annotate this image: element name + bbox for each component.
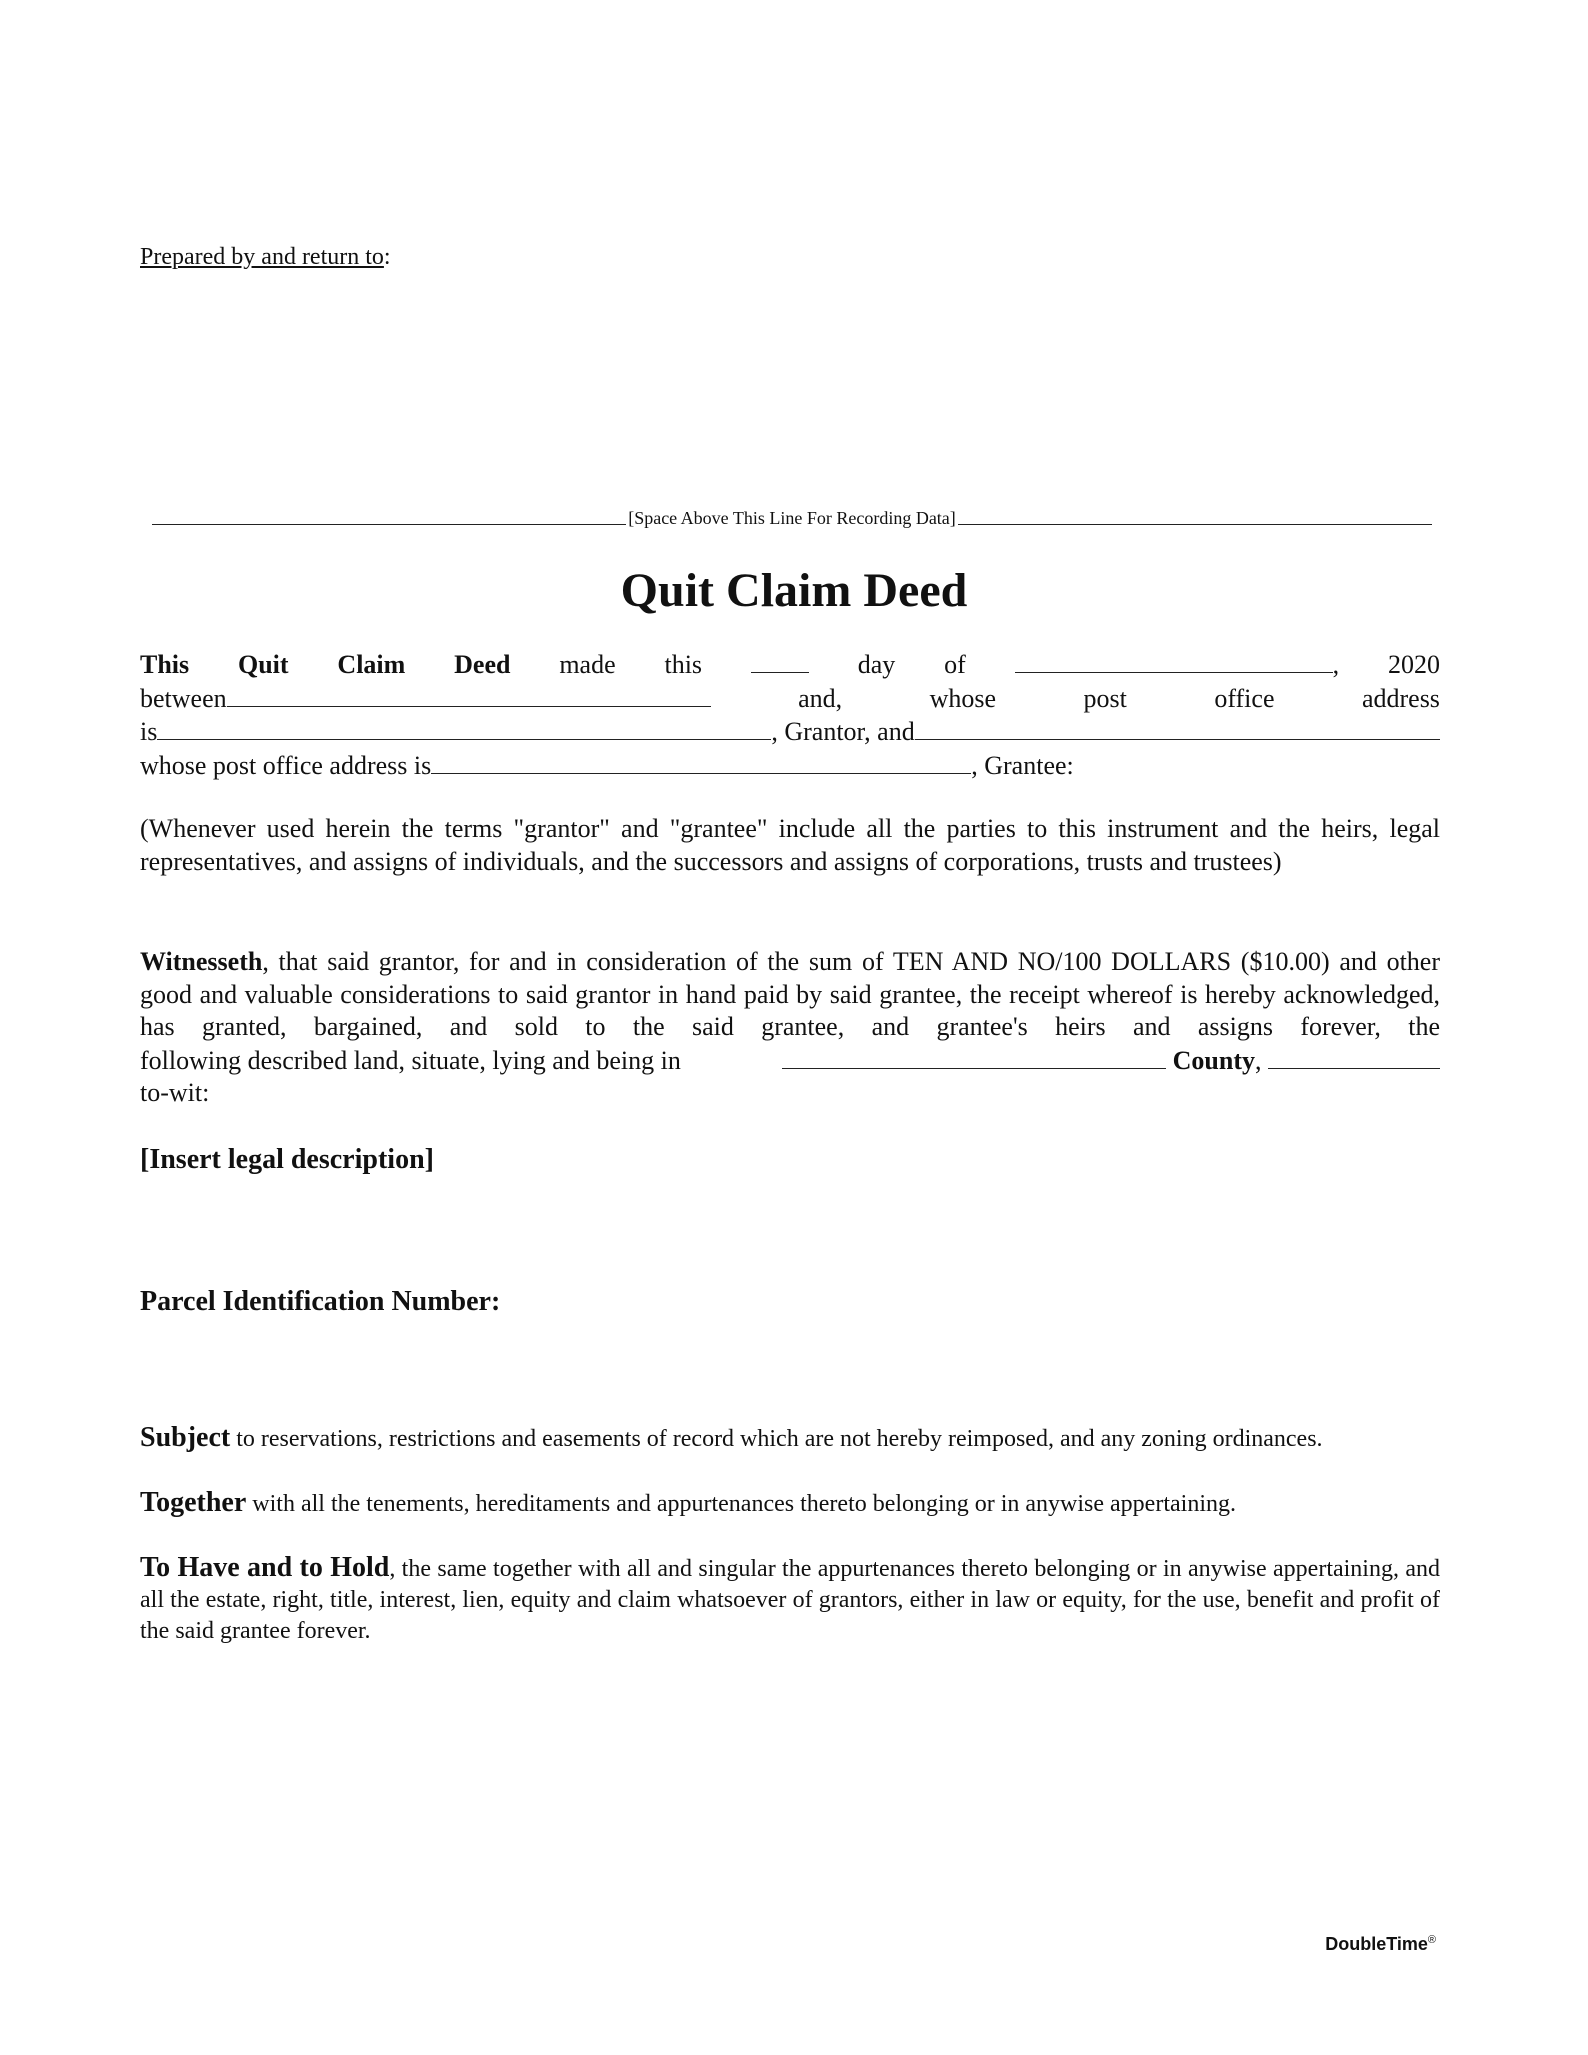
legal-description-heading: [Insert legal description] bbox=[140, 1144, 434, 1175]
subject-lead: Subject bbox=[140, 1422, 231, 1453]
county-blank[interactable] bbox=[782, 1044, 1166, 1069]
together-paragraph: Together with all the tenements, hereditaments and appurtenances thereto belonging or in anywise appertaining. bbox=[140, 1487, 1236, 1518]
parcel-id-heading: Parcel Identification Number: bbox=[140, 1286, 501, 1317]
recording-data-label: [Space Above This Line For Recording Data] bbox=[628, 508, 956, 528]
witnesseth-lead: Witnesseth bbox=[140, 947, 263, 976]
to-have-lead: To Have and to Hold bbox=[140, 1552, 390, 1583]
definitions-paragraph: (Whenever used herein the terms "grantor" and "grantee" include all the parties to this instrument and the heirs, legal representatives, and assigns of individuals, and the successors and assigns of corporations, trusts and trustees) bbox=[140, 814, 1440, 876]
grantee-name-blank[interactable] bbox=[915, 715, 1440, 740]
together-lead: Together bbox=[140, 1487, 247, 1518]
grantor-address-blank[interactable] bbox=[157, 715, 771, 740]
witnesseth-county-line: following described land, situate, lying and being in County, bbox=[140, 1044, 1440, 1078]
day-blank[interactable] bbox=[751, 648, 809, 673]
month-blank[interactable] bbox=[1015, 648, 1333, 673]
witnesseth-paragraph: Witnesseth, that said grantor, for and in consideration of the sum of TEN AND NO/100 DOLLARS ($10.00) and other good and valuable considerations to said grantor in hand paid by said grantee, the receipt whereof is hereby acknowledged, has granted, bargained, and sold to the said grantee, and grantee's heirs and assigns forever, the following described land, situate, lying and being in County, to-wit: bbox=[140, 947, 1440, 1107]
intro-line-4: whose post office address is , Grantee: bbox=[140, 750, 1074, 780]
document-title: Quit Claim Deed bbox=[620, 564, 968, 617]
intro-line-1: This Quit Claim Deed made this day of , 2020 bbox=[140, 650, 1440, 679]
prepared-by-line: Prepared by and return to: bbox=[140, 244, 391, 270]
to-have-paragraph: To Have and to Hold, the same together with all and singular the appurtenances thereto belonging or in anywise appertaining, and all the estate, right, title, interest, lien, equity and claim whatsoever of grantors, either in law or equity, for the use, benefit and profit of the said grantee forever. bbox=[140, 1552, 1440, 1644]
prepared-by-label: Prepared by and return to bbox=[140, 244, 384, 270]
intro-line-2: between and, whose post office address bbox=[140, 683, 1440, 713]
grantor-name-blank[interactable] bbox=[227, 682, 711, 707]
recording-data-line bbox=[152, 508, 1432, 529]
subject-paragraph: Subject to reservations, restrictions and easements of record which are not hereby reimposed, and any zoning ordinances. bbox=[140, 1422, 1323, 1453]
doubletime-logo: DoubleTime® bbox=[1325, 1934, 1436, 1954]
state-blank[interactable] bbox=[1268, 1044, 1440, 1069]
grantee-address-blank[interactable] bbox=[431, 749, 971, 774]
intro-line-3: is , Grantor, and bbox=[140, 715, 1440, 749]
intro-paragraph bbox=[140, 648, 1440, 782]
